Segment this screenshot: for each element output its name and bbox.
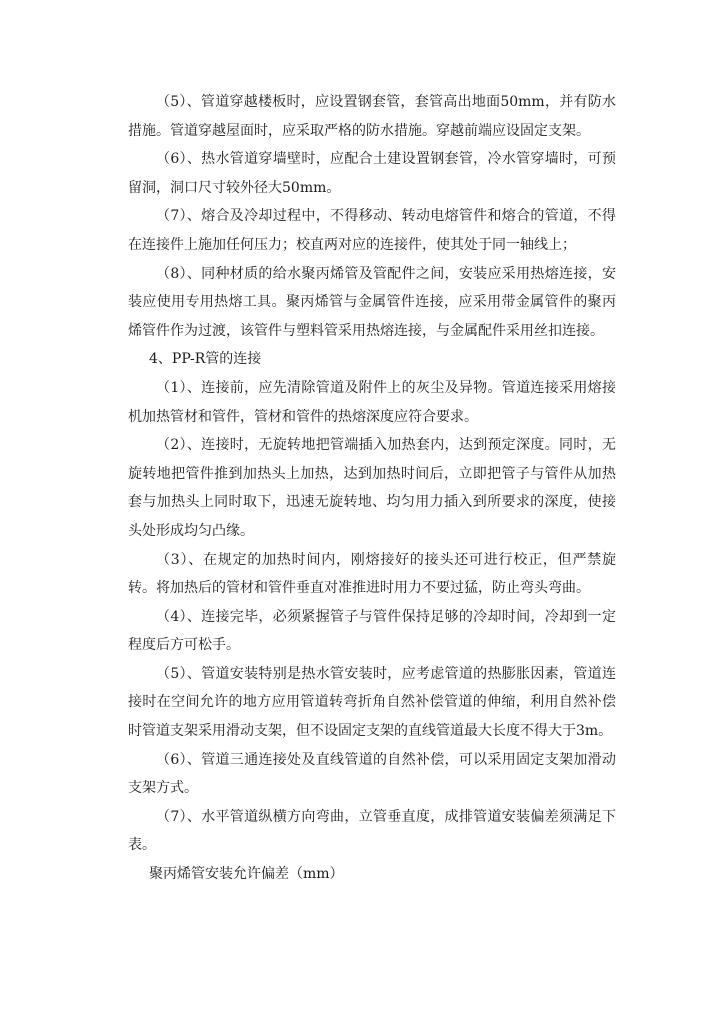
paragraph-item-7: （7）、熔合及冷却过程中，不得移动、转动电熔管件和熔合的管道，不得在连接件上施加任何压力；校直两对应的连接件，使其处于同一轴线上； xyxy=(128,208,616,253)
paragraph-item-5: （5）、管道穿越楼板时，应设置钢套管，套管高出地面50mm，并有防水措施。管道穿越屋面时，应采取严格的防水措施。穿越前端应设固定支架。 xyxy=(128,94,616,139)
section-paragraph-6: （6）、管道三通连接处及直线管道的自然补偿，可以采用固定支架加滑动支架方式。 xyxy=(128,751,616,797)
section-heading: 4、PP-R管的连接 xyxy=(149,351,262,368)
section-paragraph-2: （2）、连接时，无旋转地把管端插入加热套内，达到预定深度。同时，无旋转地把管件推到加热头上加热，达到加热时间后，立即把管子与管件从加热套与加热头上同时取下，迅速无旋转地、均匀用力插入到所要求的深度，使接头处形成均匀凸缘。 xyxy=(128,437,616,539)
section-paragraph-1: （1）、连接前，应先清除管道及附件上的灰尘及异物。管道连接采用熔接机加热管材和管件，管材和管件的热熔深度应符合要求。 xyxy=(128,379,616,425)
section-paragraph-5: （5）、管道安装特别是热水管安装时，应考虑管道的热膨胀因素，管道连接时在空间允许的地方应用管道转弯折角自然补偿管道的伸缩，利用自然补偿时管道支架采用滑动支架，但不设固定支架的直线管道最大长度不得大于3m。 xyxy=(128,665,616,740)
section-paragraph-7: （7）、水平管道纵横方向弯曲，立管垂直度，成排管道安装偏差须满足下表。 xyxy=(128,808,616,854)
section-paragraph-4: （4）、连接完毕，必须紧握管子与管件保持足够的冷却时间，冷却到一定程度后方可松手。 xyxy=(128,608,616,654)
table-caption: 聚丙烯管安装允许偏差（mm） xyxy=(149,866,344,883)
section-paragraph-3: （3）、在规定的加热时间内，刚熔接好的接头还可进行校正，但严禁旋转。将加热后的管材和管件垂直对准推进时用力不要过猛，防止弯头弯曲。 xyxy=(128,551,616,597)
document-body xyxy=(128,88,616,889)
paragraph-item-8: （8）、同种材质的给水聚丙烯管及管配件之间，安装应采用热熔连接，安装应使用专用热熔工具。聚丙烯管与金属管件连接，应采用带金属管件的聚丙烯管件作为过渡，该管件与塑料管采用热熔连接，与金属配件采用丝扣连接。 xyxy=(128,265,616,339)
paragraph-item-6: （6）、热水管道穿墙壁时，应配合土建设置钢套管，冷水管穿墙时，可预留洞，洞口尺寸较外径大50mm。 xyxy=(128,151,616,196)
